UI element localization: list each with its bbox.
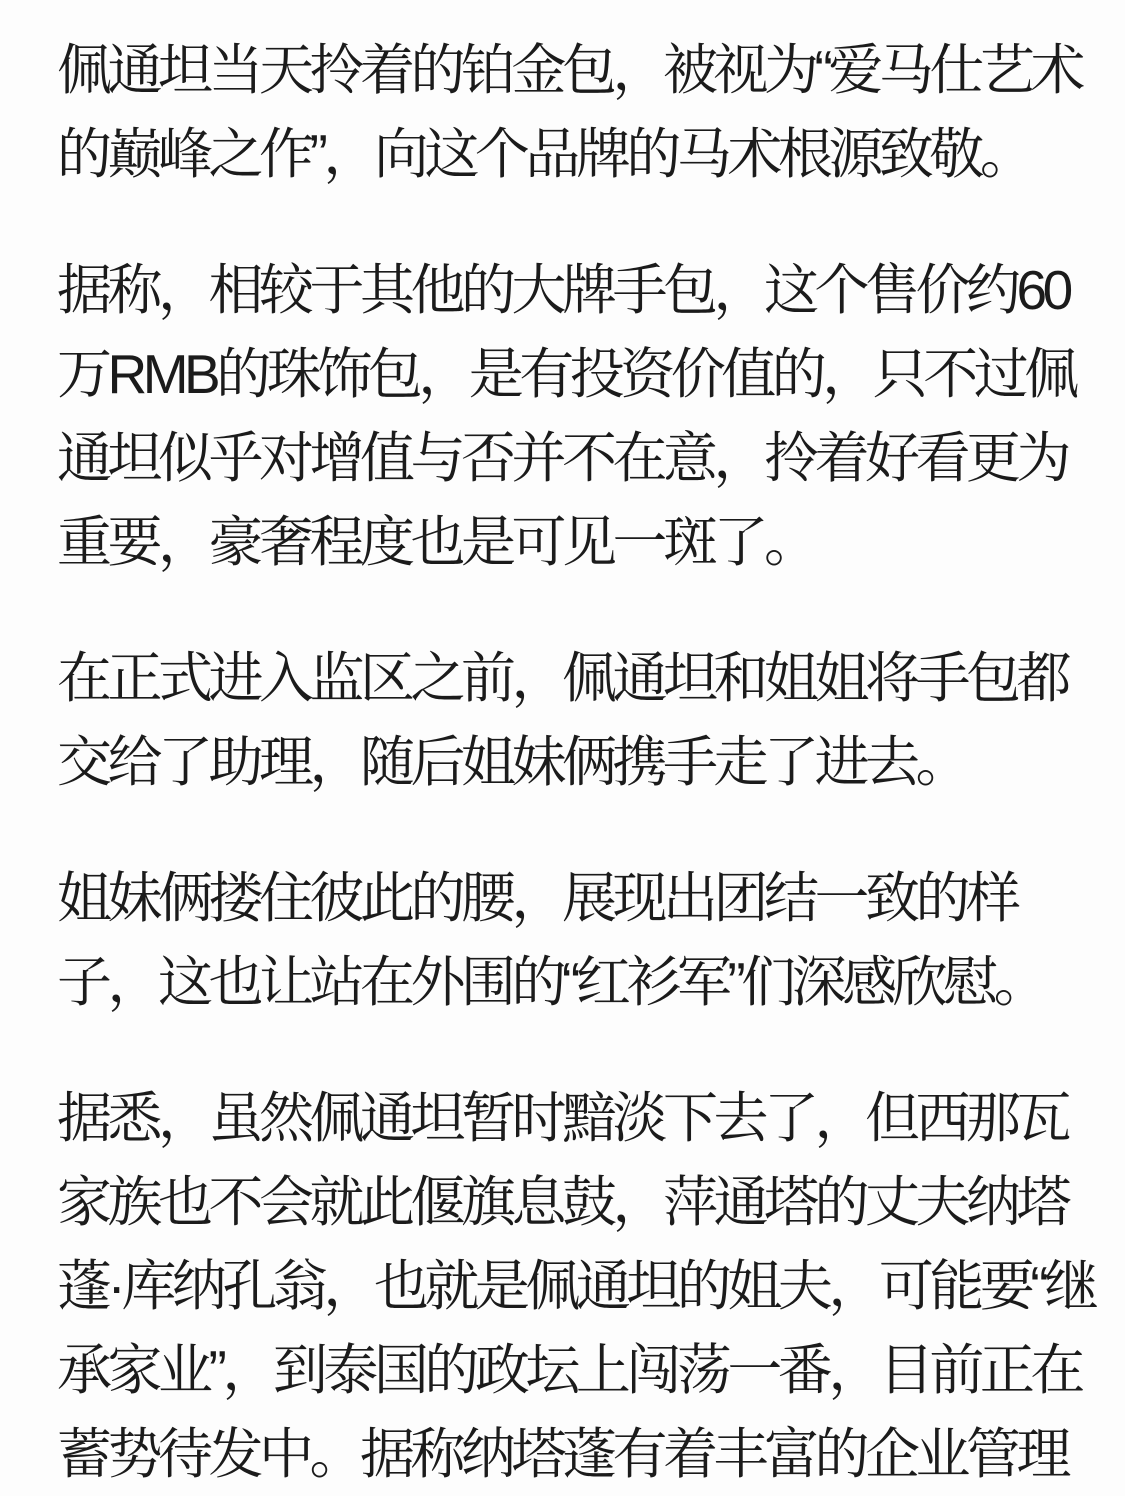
text-line: 蓄势待发中。据称纳塔蓬有着丰富的企业管理 — [57, 1423, 1068, 1485]
text-line: 佩通坦当天拎着的铂金包，被视为“爱马仕艺术 — [57, 39, 1081, 101]
text-line: 家族也不会就此偃旗息鼓，萍通塔的丈夫纳塔 — [57, 1171, 1068, 1233]
text-line: 据称，相较于其他的大牌手包，这个售价约60 — [57, 259, 1069, 321]
paragraph-shinawatra-family — [57, 1076, 1095, 1496]
text-line: 交给了助理，随后姐妹俩携手走了进去。 — [57, 731, 967, 793]
text-line: 据悉，虽然佩通坦暂时黯淡下去了，但西那瓦 — [57, 1087, 1068, 1149]
text-line: 通坦似乎对增值与否并不在意，拎着好看更为 — [57, 427, 1068, 489]
text-line: 姐妹俩搂住彼此的腰，展现出团结一致的样 — [57, 867, 1017, 929]
paragraph-bag-price — [57, 248, 1089, 584]
text-line: 的巅峰之作”，向这个品牌的马术根源致敬。 — [57, 123, 1031, 185]
text-line: 承家业”，到泰国的政坛上闯荡一番，目前正在 — [57, 1339, 1081, 1401]
text-line: 子，这也让站在外围的“红衫军”们深感欣慰。 — [57, 951, 1045, 1013]
paragraph-sisters-unity — [57, 856, 1089, 1024]
text-line: 在正式进入监区之前，佩通坦和姐姐将手包都 — [57, 647, 1068, 709]
text-line: 重要，豪奢程度也是可见一斑了。 — [57, 511, 815, 573]
text-line: 万RMB的珠饰包，是有投资价值的，只不过佩 — [57, 343, 1075, 405]
text-line: 蓬·库纳孔翁，也就是佩通坦的姐夫，可能要“继 — [57, 1255, 1095, 1317]
paragraph-entering-prison — [57, 636, 1089, 804]
paragraph-hermes-bag — [57, 28, 1089, 196]
